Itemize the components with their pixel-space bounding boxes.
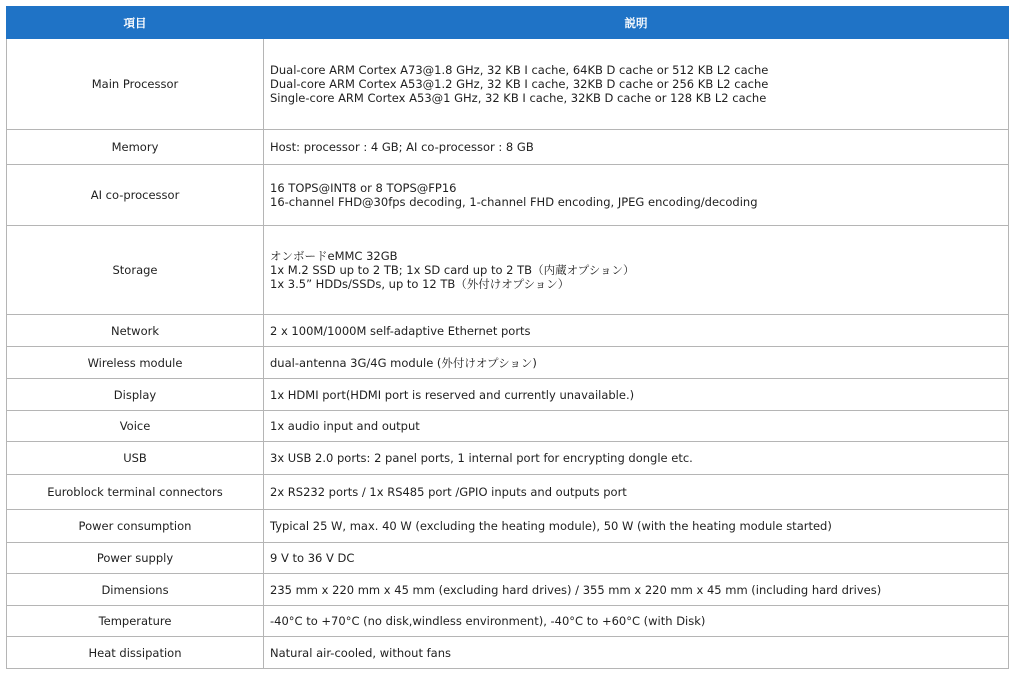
description-line: Dual-core ARM Cortex A73@1.8 GHz, 32 KB I cache, 64KB D cache or 512 KB L2 cache [270, 63, 769, 77]
description-line: Typical 25 W, max. 40 W (excluding the heating module), 50 W (with the heating module started) [270, 519, 832, 533]
description-line: Single-core ARM Cortex A53@1 GHz, 32 KB I cache, 32KB D cache or 128 KB L2 cache [270, 91, 767, 105]
row-description [264, 442, 1009, 475]
description-line: 16-channel FHD@30fps decoding, 1-channel FHD encoding, JPEG encoding/decoding [270, 195, 758, 209]
row-item: AI co-processor [7, 165, 264, 226]
row-description [264, 165, 1009, 226]
table-header-row [7, 7, 1009, 39]
row-item: Memory [7, 130, 264, 165]
table-row [7, 165, 1009, 226]
table-row [7, 39, 1009, 130]
table-row [7, 606, 1009, 637]
description-line: Dual-core ARM Cortex A53@1.2 GHz, 32 KB I cache, 32KB D cache or 256 KB L2 cache [270, 77, 769, 91]
table-row [7, 315, 1009, 347]
row-description [264, 543, 1009, 574]
description-line: Host: processor : 4 GB; AI co-processor : 8 GB [270, 140, 534, 154]
table-row [7, 543, 1009, 574]
description-line: 2 x 100M/1000M self-adaptive Ethernet ports [270, 323, 531, 338]
row-description [264, 510, 1009, 543]
row-description [264, 574, 1009, 606]
row-description [264, 130, 1009, 165]
table-row [7, 475, 1009, 510]
row-description [264, 606, 1009, 637]
description-line: Natural air-cooled, without fans [270, 645, 451, 660]
row-item: USB [7, 442, 264, 475]
table-row [7, 510, 1009, 543]
description-line: 3x USB 2.0 ports: 2 panel ports, 1 internal port for encrypting dongle etc. [270, 451, 693, 465]
table-row [7, 226, 1009, 315]
description-line: 1x M.2 SSD up to 2 TB; 1x SD card up to 2 TB（内蔵オプション） [270, 263, 635, 277]
table-row [7, 130, 1009, 165]
description-line: 1x 3.5” HDDs/SSDs, up to 12 TB（外付けオプション） [270, 277, 570, 291]
row-description [264, 411, 1009, 442]
row-description [264, 315, 1009, 347]
row-item: Temperature [7, 606, 264, 637]
table-body [7, 39, 1009, 669]
row-item: Power supply [7, 543, 264, 574]
spec-table [6, 6, 1009, 669]
description-line: dual-antenna 3G/4G module (外付けオプション) [270, 355, 537, 370]
row-description [264, 347, 1009, 379]
row-item: Network [7, 315, 264, 347]
description-line: 9 V to 36 V DC [270, 551, 355, 565]
row-item: Heat dissipation [7, 637, 264, 669]
row-item: Wireless module [7, 347, 264, 379]
row-description [264, 637, 1009, 669]
row-description [264, 379, 1009, 411]
description-line: 235 mm x 220 mm x 45 mm (excluding hard drives) / 355 mm x 220 mm x 45 mm (including hard drives) [270, 582, 882, 597]
row-item: Display [7, 379, 264, 411]
row-item: Power consumption [7, 510, 264, 543]
row-item: Storage [7, 226, 264, 315]
table-row [7, 347, 1009, 379]
header-item: 項目 [7, 7, 264, 39]
row-description [264, 475, 1009, 510]
description-line: 1x HDMI port(HDMI port is reserved and currently unavailable.) [270, 387, 635, 402]
description-line: 2x RS232 ports / 1x RS485 port /GPIO inputs and outputs port [270, 485, 627, 499]
row-description [264, 226, 1009, 315]
table-row [7, 574, 1009, 606]
table-row [7, 411, 1009, 442]
description-line: 16 TOPS@INT8 or 8 TOPS@FP16 [270, 181, 457, 195]
description-line: 1x audio input and output [270, 419, 420, 433]
row-item: Euroblock terminal connectors [7, 475, 264, 510]
row-item: Voice [7, 411, 264, 442]
row-description [264, 39, 1009, 130]
row-item: Dimensions [7, 574, 264, 606]
row-item: Main Processor [7, 39, 264, 130]
description-line: オンボードeMMC 32GB [270, 249, 398, 263]
header-description: 説明 [264, 7, 1009, 39]
table-row [7, 379, 1009, 411]
description-line: -40°C to +70°C (no disk,windless environment), -40°C to +60°C (with Disk) [270, 614, 706, 628]
table-row [7, 637, 1009, 669]
table-row [7, 442, 1009, 475]
